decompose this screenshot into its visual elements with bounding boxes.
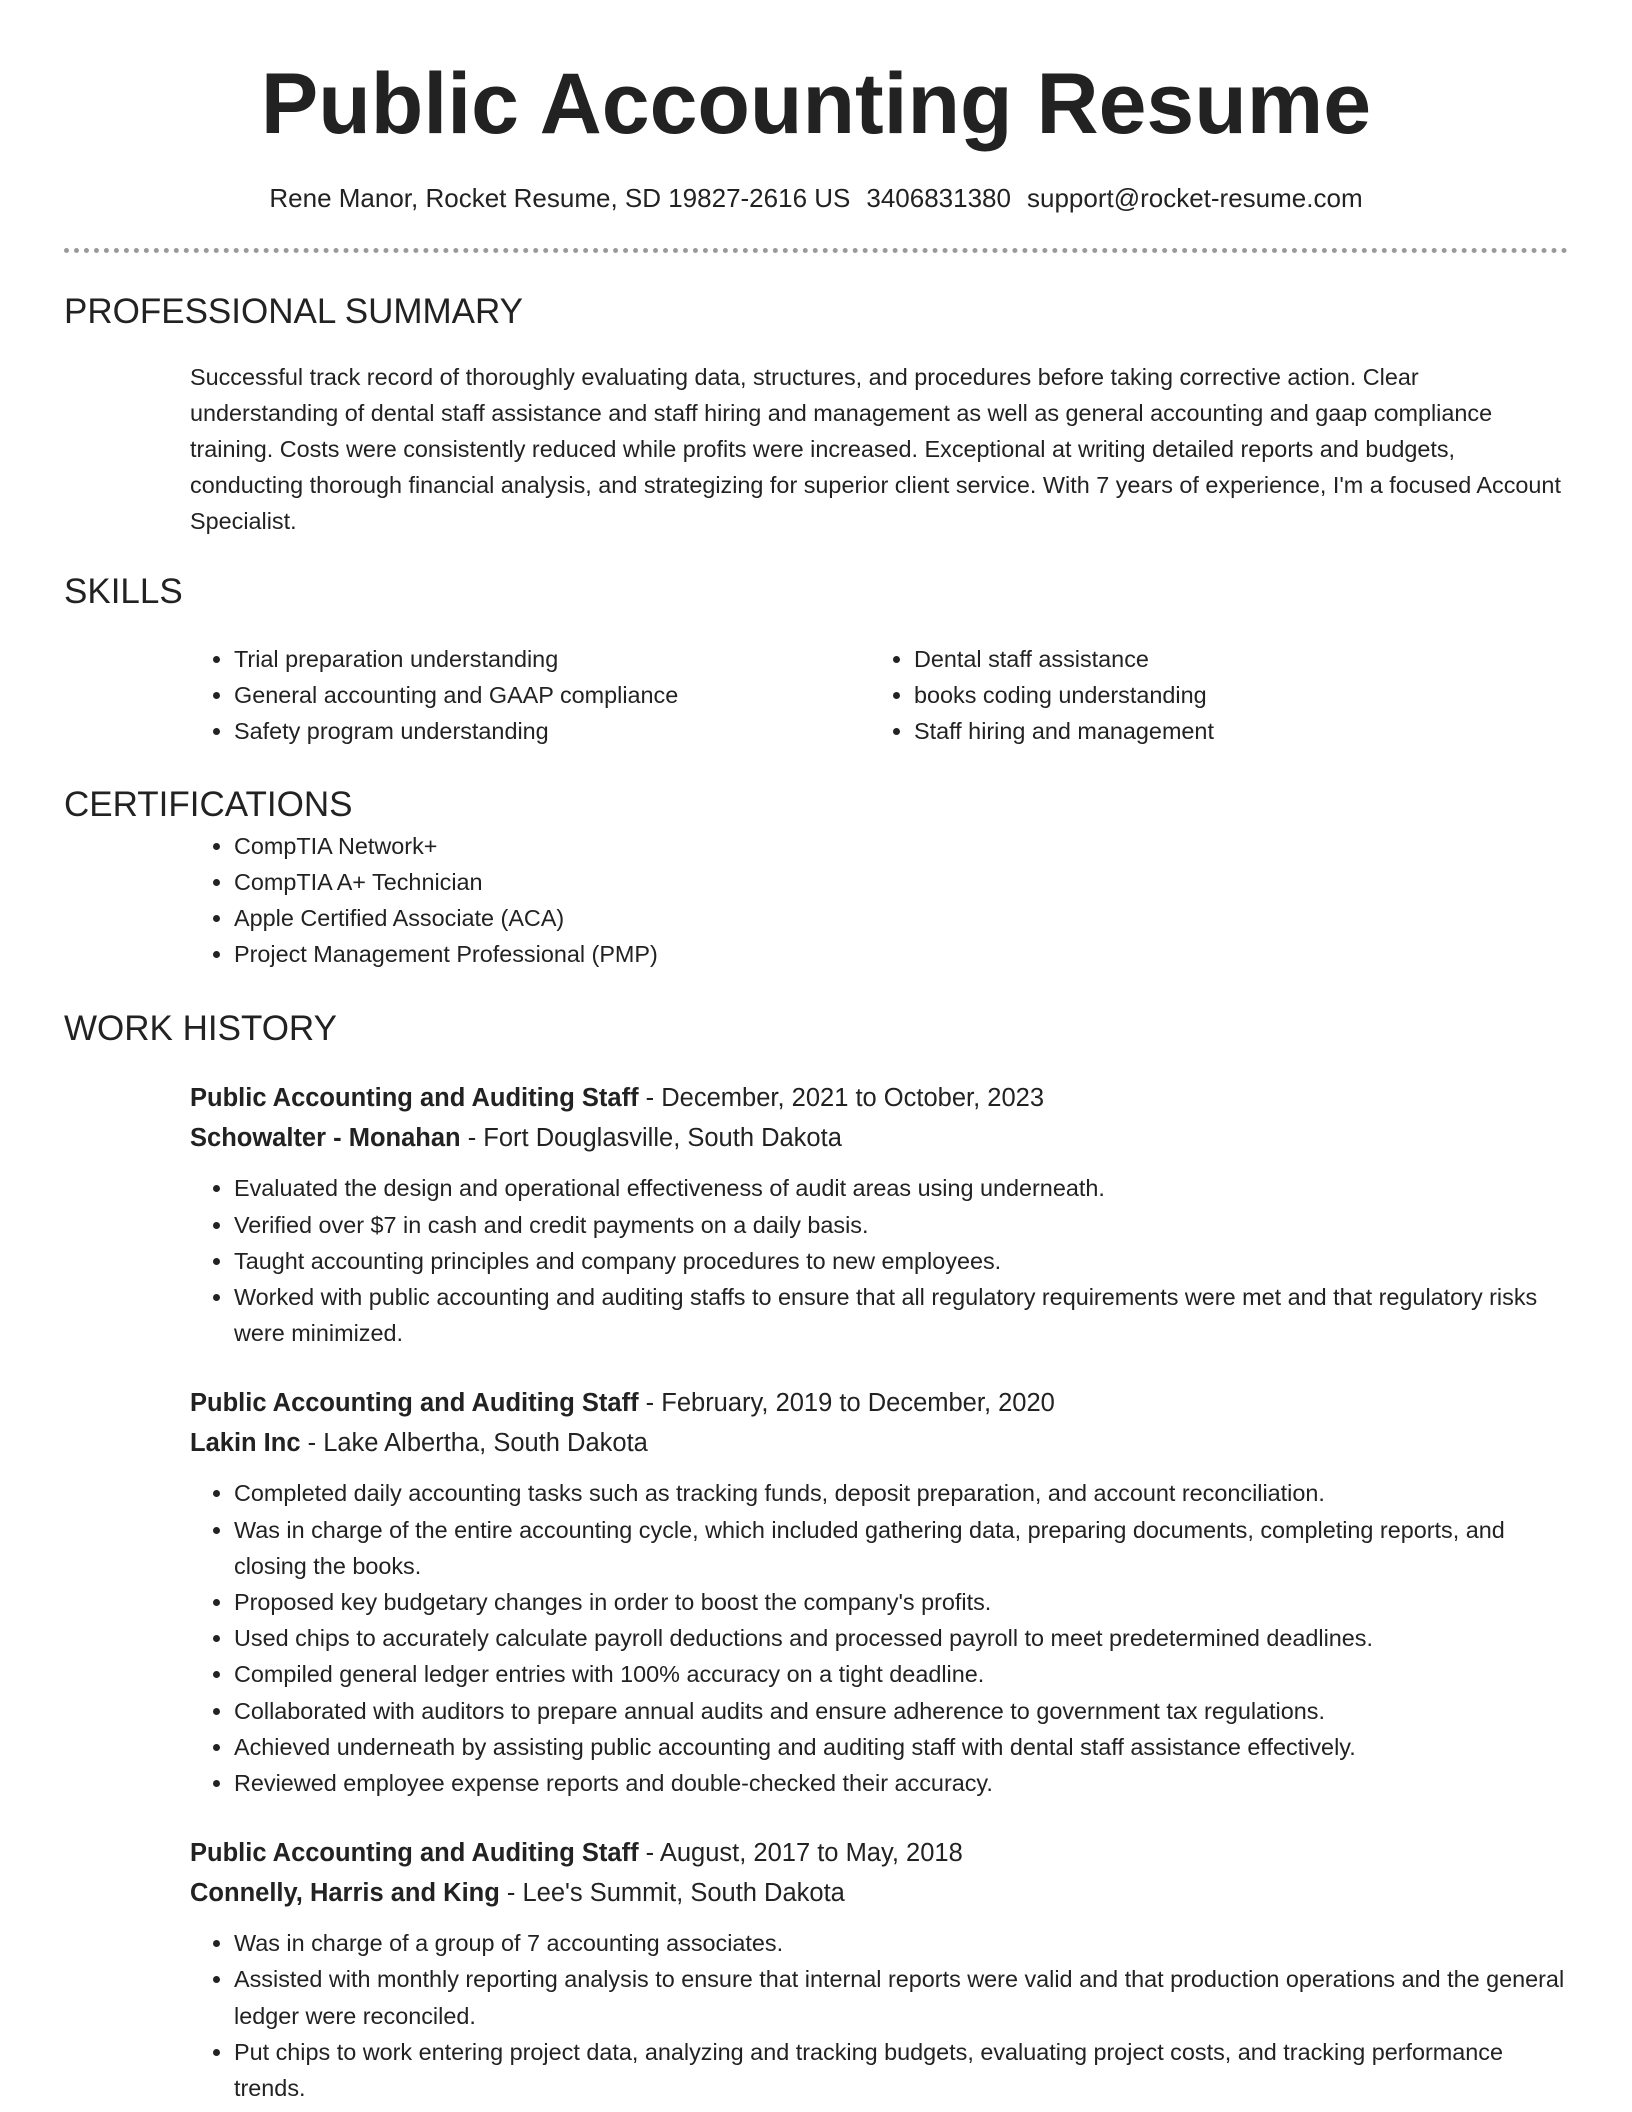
job-title-line <box>190 1383 1568 1423</box>
contact-line <box>64 180 1568 216</box>
job-bullet: • Worked with public accounting and auditing staffs to ensure that all regulatory requirements were met and that regulatory risks were minimized. <box>234 1279 1568 1351</box>
job-bullet: • Completed daily accounting tasks such as tracking funds, deposit preparation, and account reconciliation. <box>234 1475 1568 1511</box>
certification-item: • CompTIA Network+ <box>234 828 1568 864</box>
skill-item: • Safety program understanding <box>234 713 870 749</box>
work-history-section <box>64 1006 1568 2106</box>
job-entry <box>190 1078 1568 1351</box>
job-location: - Lake Albertha, South Dakota <box>300 1429 648 1458</box>
job-dates: - December, 2021 to October, 2023 <box>638 1084 1045 1113</box>
job-bullets <box>190 1475 1568 1801</box>
job-bullet: • Was in charge of a group of 7 accounting associates. <box>234 1925 1568 1961</box>
certifications-heading: CERTIFICATIONS <box>64 784 353 824</box>
job-bullet: • Verified over $7 in cash and credit payments on a daily basis. <box>234 1207 1568 1243</box>
skills-heading: SKILLS <box>64 572 183 611</box>
skill-item: • Trial preparation understanding <box>234 641 870 677</box>
header-divider <box>64 248 1568 253</box>
job-company-line <box>190 1118 1568 1158</box>
job-role: Public Accounting and Auditing Staff <box>190 1084 639 1113</box>
resume-title: Public Accounting Resume <box>260 56 1372 152</box>
job-bullets <box>190 1925 1568 2106</box>
certification-item: • CompTIA A+ Technician <box>234 864 1568 900</box>
job-bullet: • Reviewed employee expense reports and double-checked their accuracy. <box>234 1765 1568 1801</box>
job-company-line <box>190 1873 1568 1913</box>
job-bullet: • Achieved underneath by assisting public accounting and auditing staff with dental staff assistance effectively. <box>234 1729 1568 1765</box>
job-bullet: • Collaborated with auditors to prepare annual audits and ensure adherence to government tax regulations. <box>234 1693 1568 1729</box>
summary-text: Successful track record of thoroughly evaluating data, structures, and procedures before taking corrective action. Clear understanding of dental staff assistance and staff hiring and management as well as general accounting and gaap compliance training. Costs were consistently reduced while profits were increased. Exceptional at writing detailed reports and budgets, conducting thorough financial analysis, and strategizing for superior client service. With 7 years of experience, I'm a focused Account Specialist. <box>190 364 1561 534</box>
contact-phone: 3406831380 <box>866 183 1011 213</box>
job-title-line <box>190 1833 1568 1873</box>
job-company: Schowalter - Monahan <box>190 1124 461 1153</box>
certification-item: • Apple Certified Associate (ACA) <box>234 900 1568 936</box>
job-company-line <box>190 1423 1568 1463</box>
certification-item: • Project Management Professional (PMP) <box>234 936 1568 972</box>
contact-address: Rene Manor, Rocket Resume, SD 19827-2616 US <box>269 183 851 213</box>
skill-item: • Staff hiring and management <box>914 713 1568 749</box>
job-dates: - February, 2019 to December, 2020 <box>638 1389 1055 1418</box>
job-bullets <box>190 1170 1568 1351</box>
work-history-heading: WORK HISTORY <box>64 1009 337 1049</box>
job-role: Public Accounting and Auditing Staff <box>190 1839 639 1868</box>
job-dates: - August, 2017 to May, 2018 <box>638 1839 963 1868</box>
job-bullet: • Assisted with monthly reporting analysis to ensure that internal reports were valid and that production operations and the general ledger were reconciled. <box>234 1961 1568 2033</box>
summary-heading: PROFESSIONAL SUMMARY <box>64 292 523 331</box>
skill-item: • General accounting and GAAP compliance <box>234 677 870 713</box>
skills-list-right <box>870 641 1568 750</box>
job-role: Public Accounting and Auditing Staff <box>190 1389 639 1418</box>
skill-item: • books coding understanding <box>914 677 1568 713</box>
job-entry <box>190 1383 1568 1801</box>
skills-list-left <box>190 641 870 750</box>
certifications-list <box>190 828 1568 973</box>
job-bullet: • Put chips to work entering project data, analyzing and tracking budgets, evaluating project costs, and tracking performance trends. <box>234 2034 1568 2106</box>
job-bullet: • Taught accounting principles and company procedures to new employees. <box>234 1243 1568 1279</box>
certifications-section <box>64 782 1568 973</box>
summary-section <box>64 289 1568 539</box>
job-bullet: • Compiled general ledger entries with 100% accuracy on a tight deadline. <box>234 1656 1568 1692</box>
job-bullet: • Used chips to accurately calculate payroll deductions and processed payroll to meet predetermined deadlines. <box>234 1620 1568 1656</box>
contact-email: support@rocket-resume.com <box>1026 183 1363 213</box>
skills-section <box>64 569 1568 750</box>
job-location: - Fort Douglasville, South Dakota <box>460 1124 842 1153</box>
job-entry <box>190 1833 1568 2106</box>
job-company: Connelly, Harris and King <box>190 1879 500 1908</box>
job-bullet: • Proposed key budgetary changes in order to boost the company's profits. <box>234 1584 1568 1620</box>
job-location: - Lee's Summit, South Dakota <box>499 1879 845 1908</box>
job-bullet: • Was in charge of the entire accounting cycle, which included gathering data, preparing documents, completing reports, and closing the books. <box>234 1512 1568 1584</box>
skill-item: • Dental staff assistance <box>914 641 1568 677</box>
job-company: Lakin Inc <box>190 1429 301 1458</box>
skills-grid <box>190 641 1568 750</box>
job-title-line <box>190 1078 1568 1118</box>
job-bullet: • Evaluated the design and operational effectiveness of audit areas using underneath. <box>234 1170 1568 1206</box>
